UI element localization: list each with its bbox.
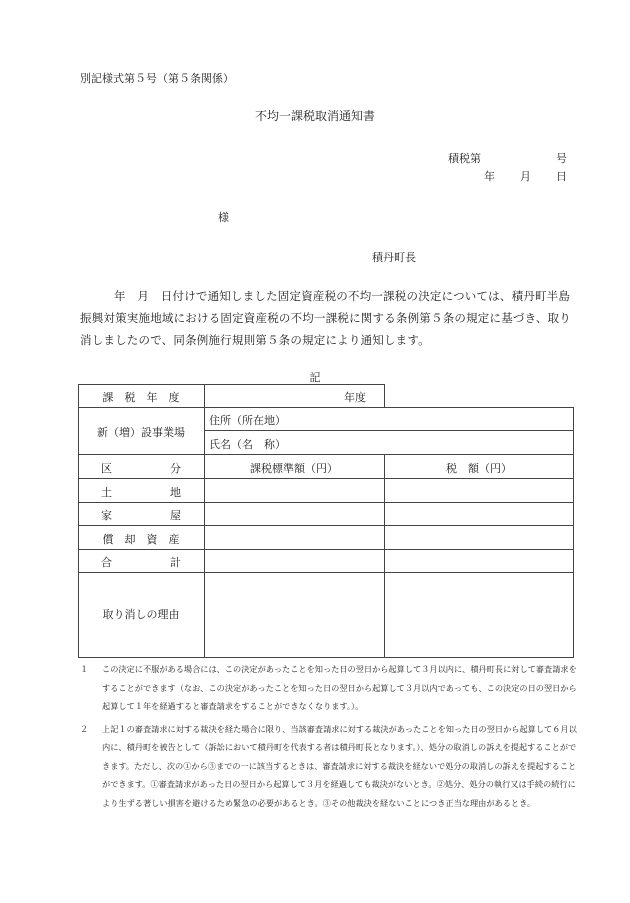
category-header: 区 分 [101,462,181,475]
number-prefix: 積税第 [448,152,481,165]
date-day: 日 [556,170,567,183]
form-label: 別記様式第５号（第５条関係） [80,72,234,85]
ki-heading: 記 [309,371,321,384]
number-suffix: 号 [556,152,567,165]
document-date [484,168,567,184]
recipient-honorific: 様 [218,211,229,224]
base-amount-header: 課税標準額（円） [250,462,338,475]
name-label: 氏名（名 称） [209,438,286,451]
notes [80,660,578,812]
row-house: 家 屋 [101,509,181,522]
note-item [80,660,578,716]
note-number: １ [80,664,89,674]
note-number: ２ [80,723,89,734]
date-year: 年 [484,170,495,183]
document-number [448,150,567,166]
body-paragraph: 年 月 日付けで通知しました固定資産税の不均一課税の決定については、積丹町半島振興対策実施地域における固定資産税の不均一課税に関する条例第５条の規定に基づき、取り消しましたので、同条例施行規則第５条の規定により通知します。 [80,289,571,347]
row-land: 土 地 [101,486,181,499]
address-label: 住所（所在地） [209,414,286,427]
tax-amount-header: 税 額（円） [446,462,512,475]
note-item [80,720,578,813]
reason-label: 取り消しの理由 [102,608,180,621]
document-title: 不均一課税取消通知書 [254,109,375,123]
date-month: 月 [520,170,531,183]
note-text: 上記１の審査請求に対する裁決を経た場合に限り、当該審査請求に対する裁決があったことを知った日の翌日から起算して６月以内に、積丹町を被告として（訴訟において積丹町を代表する者は積丹町長となります。）、処分の取消しの訴えを提起することができます。ただし、次の①から③までの一に該当するときは、審査請求に対する裁決を経ないで処分の取消しの訴えを提起することができます。①審査請求があった日の翌日から起算して３月を経過しても裁決がないとき。②処分、処分の執行又は手続の続行により生ずる著しい損害を避けるため緊急の必要があるとき。③その他裁決を経ないことにつき正当な理由があるとき。 [102,723,577,808]
sender-name: 積丹町長 [372,251,416,264]
note-text: この決定に不服がある場合には、この決定があったことを知った日の翌日から起算して３月以内に、積丹町長に対して審査請求をすることができます（なお、この決定があったことを知った日の翌日から起算して３月以内であっても、この決定の日の翌日から起算して１年を経過すると審査請求をすることができなくなります。）。 [102,664,577,711]
row-depreciable-assets: 償 却 資 産 [102,533,180,546]
tax-year-suffix: 年度 [344,391,366,404]
row-total: 合 計 [101,556,181,569]
business-label: 新（増）設事業場 [97,426,185,439]
tax-year-label: 課 税 年 度 [102,391,180,404]
